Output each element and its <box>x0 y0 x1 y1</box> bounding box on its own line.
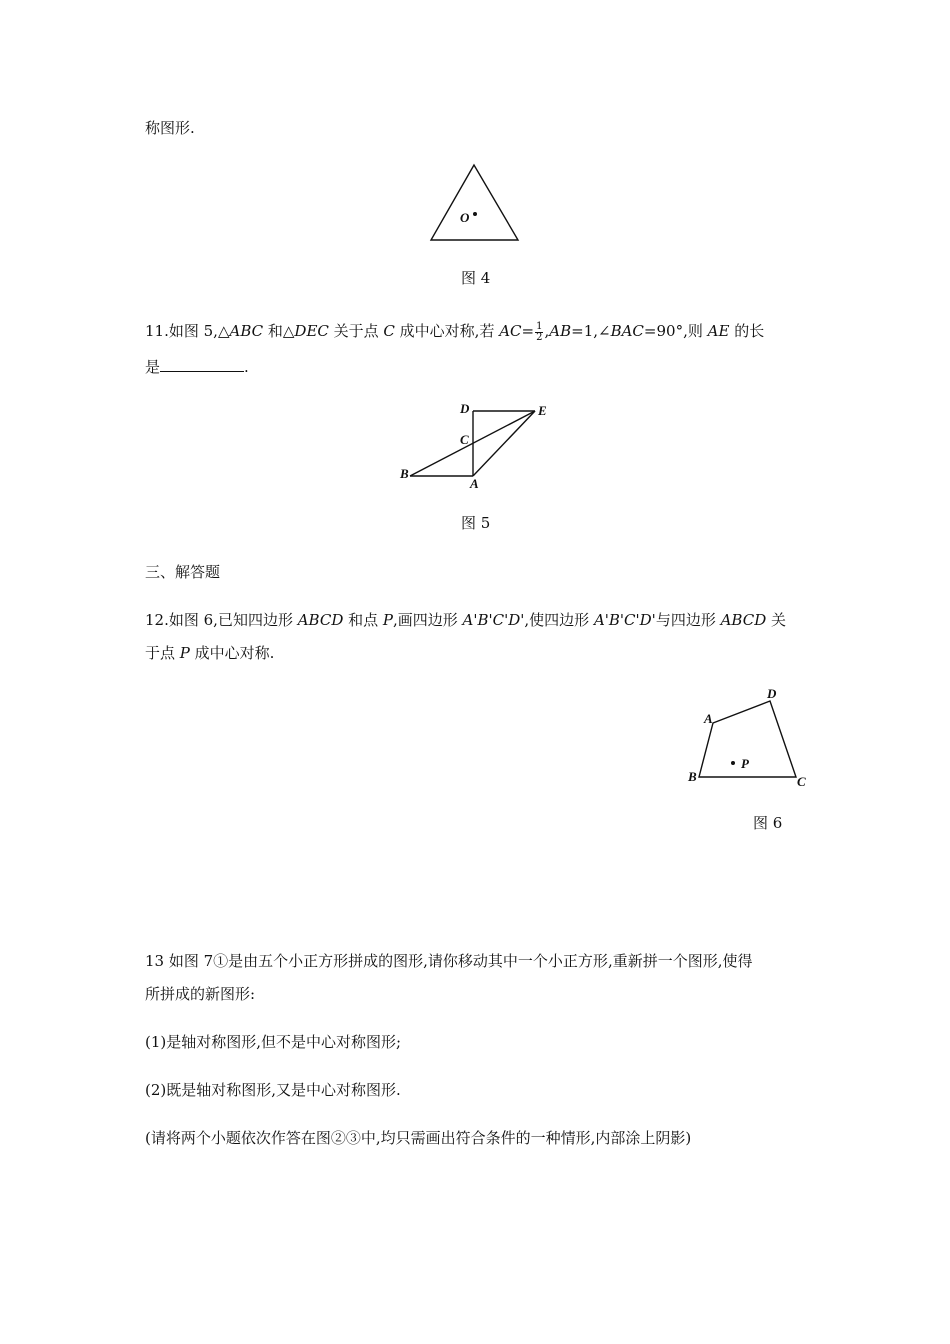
question-11-line-2: 是 . <box>145 358 249 376</box>
label-E: E <box>538 403 547 418</box>
center-point <box>473 212 477 216</box>
label-B: B <box>688 769 697 784</box>
question-13-part-1: (1)是轴对称图形,但不是中心对称图形; <box>145 1033 402 1051</box>
question-12-line-2: 于点 P 成中心对称. <box>145 644 275 662</box>
label-O: O <box>460 210 470 225</box>
question-13-note: (请将两个小题依次作答在图②③中,均只需画出符合条件的一种情形,内部涂上阴影) <box>145 1129 692 1147</box>
question-13-part-2: (2)既是轴对称图形,又是中心对称图形. <box>145 1081 401 1099</box>
question-13-line-1: 13 如图 7①是由五个小正方形拼成的图形,请你移动其中一个小正方形,重新拼一个图形,使得 <box>145 952 753 970</box>
figure-4-caption: 图 4 <box>461 269 491 287</box>
question-12-line-1: 12.如图 6,已知四边形 ABCD 和点 P,画四边形 A'B'C'D',使四边形 A'B'C'D'与四边形 ABCD 关 <box>145 611 787 629</box>
continuation-text: 称图形. <box>145 119 195 137</box>
label-D: D <box>767 686 777 701</box>
section-heading: 三、解答题 <box>145 563 221 581</box>
fraction-one-half: $\frac{1}{2}$ <box>536 320 543 343</box>
question-13-line-2: 所拼成的新图形: <box>145 985 256 1003</box>
figure-5-caption: 图 5 <box>461 514 491 532</box>
answer-blank[interactable] <box>160 357 244 372</box>
triangle-shape <box>431 165 518 240</box>
question-11-line-1: 11.如图 5,△ABC 和△DEC 关于点 C 成中心对称,若 AC= $\frac{1}{2}$ ,AB=1,∠BAC=90°,则 AE 的长 <box>145 320 765 343</box>
label-A: A <box>470 476 479 491</box>
label-C: C <box>460 432 469 447</box>
label-C: C <box>797 774 806 789</box>
label-A: A <box>704 711 713 726</box>
point-P <box>731 761 735 765</box>
figure-6-caption: 图 6 <box>753 814 783 832</box>
label-B: B <box>400 466 409 481</box>
label-D: D <box>460 401 470 416</box>
label-P: P <box>741 756 749 771</box>
